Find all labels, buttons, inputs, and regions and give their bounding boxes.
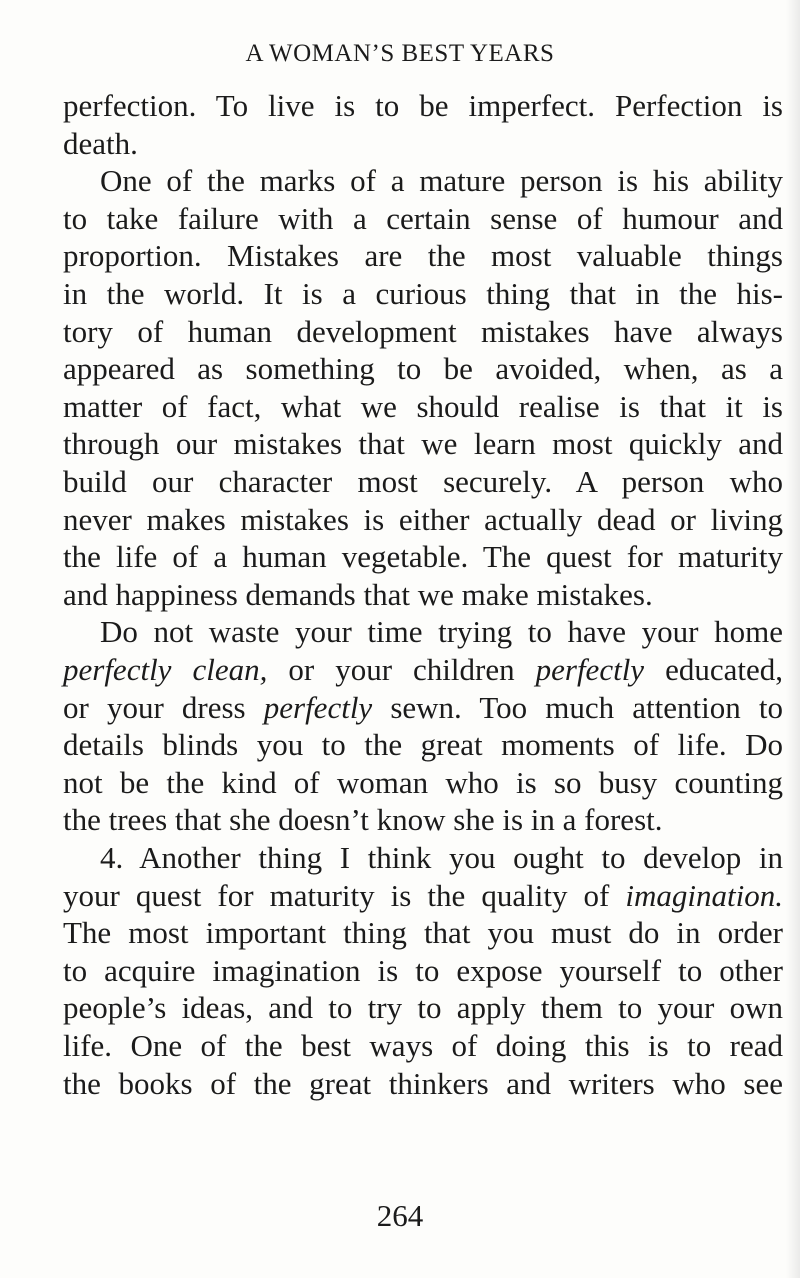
- text-run: to acquire imagination is to expose yourself to other: [63, 952, 783, 988]
- text-line: [63, 463, 783, 500]
- text-run: the books of the great thinkers and writers who see: [63, 1065, 783, 1101]
- text-run: educated,: [644, 652, 783, 687]
- text-run: The most important thing that you must do in order: [63, 915, 783, 951]
- text-run: through our mistakes that we learn most quickly and: [63, 426, 783, 462]
- text-run: One of the marks of a mature person is his ability: [100, 163, 783, 199]
- text-run: not be the kind of woman who is so busy counting: [63, 764, 783, 800]
- text-run: never makes mistakes is either actually dead or living: [63, 501, 783, 537]
- text-run: to take failure with a certain sense of humour and: [63, 200, 783, 236]
- text-run: the life of a human vegetable. The quest for maturity: [63, 539, 783, 575]
- italic-text: perfectly: [535, 652, 645, 687]
- text-run: build our character most securely. A person who: [63, 464, 783, 499]
- text-run: or your dress: [63, 689, 264, 725]
- text-line: [63, 350, 783, 387]
- text-line: [63, 87, 783, 124]
- text-line: [63, 952, 783, 989]
- text-line: [100, 613, 783, 650]
- text-line: [63, 989, 783, 1026]
- text-line: [63, 801, 783, 838]
- text-line: [63, 914, 783, 951]
- text-line: [63, 538, 783, 575]
- text-run: death.: [63, 125, 138, 161]
- text-line: [63, 501, 783, 538]
- text-line: [63, 877, 783, 914]
- page-edge-shadow: [786, 0, 800, 1278]
- text-run: details blinds you to the great moments of life. Do: [63, 727, 783, 763]
- text-line: [63, 1065, 783, 1102]
- italic-text: perfectly: [263, 689, 373, 725]
- text-run: Do not waste your time trying to have your home: [100, 614, 783, 650]
- text-run: and happiness demands that we make mistakes.: [63, 576, 653, 612]
- text-run: 4. Another thing I think you ought to develop in: [100, 840, 783, 875]
- text-line: [100, 162, 783, 199]
- text-line: [63, 313, 783, 350]
- text-line: [63, 1027, 783, 1064]
- text-run: matter of fact, what we should realise is that it is: [63, 388, 783, 424]
- text-line: [63, 125, 783, 162]
- text-run: life. One of the best ways of doing this is to read: [63, 1028, 783, 1063]
- text-run: tory of human development mistakes have always: [63, 313, 783, 349]
- text-run: perfection. To live is to be imperfect. Perfection is: [63, 88, 783, 123]
- text-line: [63, 237, 783, 274]
- text-line: [63, 388, 783, 425]
- text-run: proportion. Mistakes are the most valuable things: [63, 238, 783, 274]
- text-run: people’s ideas, and to try to apply them to your own: [63, 990, 783, 1026]
- italic-text: imagination.: [625, 877, 783, 913]
- text-run: appeared as something to be avoided, when, as a: [63, 351, 783, 387]
- italic-text: perfectly clean,: [63, 652, 268, 687]
- text-line: [63, 275, 783, 312]
- text-run: your quest for maturity is the quality of: [63, 877, 626, 913]
- running-head: A WOMAN’S BEST YEARS: [245, 40, 555, 67]
- text-line: [63, 651, 783, 688]
- text-line: [63, 726, 783, 763]
- text-run: in the world. It is a curious thing that in the his-: [63, 276, 783, 311]
- text-line: [63, 689, 783, 726]
- text-run: the trees that she doesn’t know she is in a forest.: [63, 802, 663, 838]
- text-line: [63, 576, 783, 613]
- text-line: [63, 764, 783, 801]
- text-line: [63, 425, 783, 462]
- text-run: or your children: [267, 652, 536, 687]
- page-number: 264: [376, 1198, 424, 1233]
- text-line: [63, 200, 783, 237]
- text-line: [100, 839, 783, 876]
- text-run: sewn. Too much attention to: [372, 689, 783, 725]
